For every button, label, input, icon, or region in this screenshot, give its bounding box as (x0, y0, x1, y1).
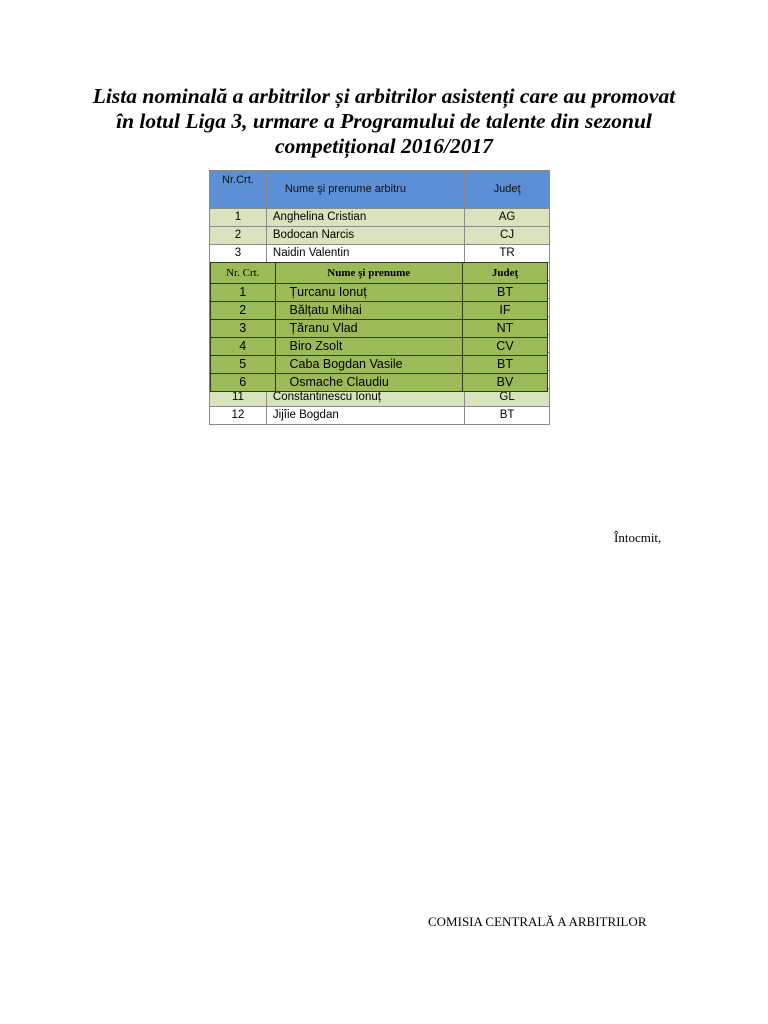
cell-nr: 3 (211, 320, 276, 338)
assistants-header-row (211, 263, 548, 284)
table-row (210, 209, 550, 227)
cell-county: GL (465, 389, 550, 407)
table-row (211, 338, 548, 356)
cell-name: Osmache Claudiu (275, 374, 462, 392)
header-name: Nume şi prenume arbitru (266, 171, 464, 209)
table-row (210, 407, 550, 425)
cell-name: Caba Bogdan Vasile (275, 356, 462, 374)
cell-name: Țurcanu Ionuț (275, 284, 462, 302)
cell-county: BT (462, 356, 547, 374)
cell-name: Bălțatu Mihai (275, 302, 462, 320)
table-row (210, 227, 550, 245)
cell-nr: 2 (211, 302, 276, 320)
cell-nr: 1 (211, 284, 276, 302)
cell-name: Anghelina Cristian (266, 209, 464, 227)
header-county: Judeţ (462, 263, 547, 284)
cell-nr: 2 (210, 227, 267, 245)
prepared-by-label: Întocmit, (614, 530, 662, 545)
assistants-table (210, 262, 548, 392)
title-line-1: Lista nominală a arbitrilor și arbitrilor asistenți care au promovat (92, 84, 676, 108)
table-row (211, 302, 548, 320)
header-name: Nume şi prenume (275, 263, 462, 284)
cell-nr: 5 (211, 356, 276, 374)
cell-nr: 4 (211, 338, 276, 356)
cell-name: Biro Zsolt (275, 338, 462, 356)
cell-nr: 1 (210, 209, 267, 227)
cell-county: IF (462, 302, 547, 320)
header-nr: Nr.Crt. (210, 171, 267, 209)
title-line-3: competițional 2016/2017 (275, 134, 493, 158)
commission-signature: COMISIA CENTRALĂ A ARBITRILOR (428, 914, 647, 929)
cell-name: Țăranu Vlad (275, 320, 462, 338)
cell-nr: 12 (210, 407, 267, 425)
table-row (211, 356, 548, 374)
cell-county: NT (462, 320, 547, 338)
cell-county: CV (462, 338, 547, 356)
referees-header-row (210, 171, 550, 209)
table-row (211, 374, 548, 392)
cell-county: BV (462, 374, 547, 392)
table-row (211, 284, 548, 302)
cell-county: AG (465, 209, 550, 227)
document-title (40, 84, 728, 159)
header-county: Judeţ (465, 171, 550, 209)
cell-county: BT (462, 284, 547, 302)
cell-nr: 3 (210, 245, 267, 263)
table-row (211, 320, 548, 338)
cell-county: CJ (465, 227, 550, 245)
table-row (210, 245, 550, 263)
cell-name: Naidin Valentin (266, 245, 464, 263)
cell-county: BT (465, 407, 550, 425)
title-line-2: în lotul Liga 3, urmare a Programului de talente din sezonul (116, 109, 652, 133)
cell-county: TR (465, 245, 550, 263)
cell-name: Bodocan Narcis (266, 227, 464, 245)
header-nr: Nr. Crt. (211, 263, 276, 284)
cell-nr: 11 (210, 389, 267, 407)
cell-name: Constantinescu Ionuț (266, 389, 464, 407)
cell-name: Jijîie Bogdan (266, 407, 464, 425)
cell-nr: 6 (211, 374, 276, 392)
